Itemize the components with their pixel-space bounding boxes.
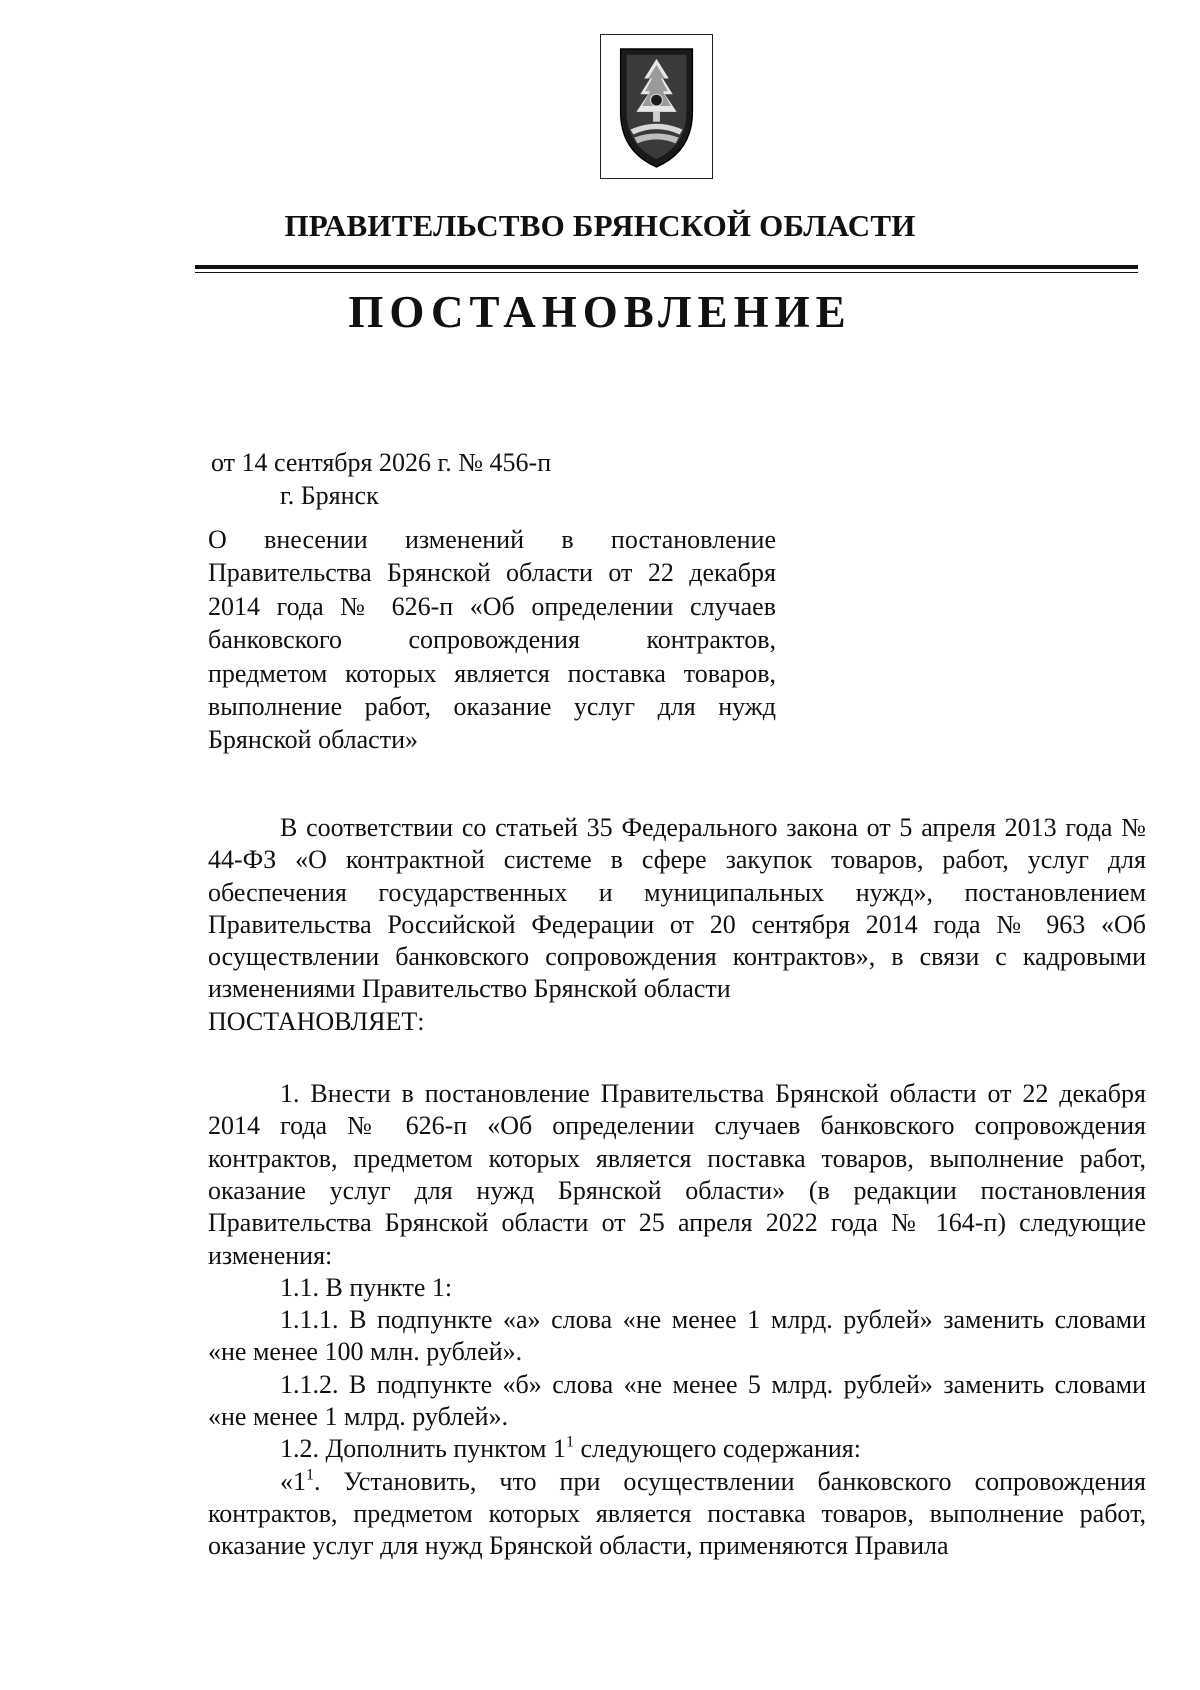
document-type-title: ПОСТАНОВЛЕНИЕ [348,287,852,337]
paragraph-1-2-tail: следующего содержания: [573,1434,861,1464]
resolves-heading: ПОСТАНОВЛЯЕТ: [208,1006,425,1036]
header-rule-thin [195,272,1138,273]
quoted-paragraph-superscript: 1 [306,1466,314,1484]
document-subject: О внесении изменений в постановление Правительства Брянской области от 22 декабря 2014 года № 626-п «Об определении случаев банковского сопровождения контрактов, предметом которых является поставка товаров, выполнение работ, оказание услуг для нужд Брянской области» [208,525,776,755]
paragraph-1-1: 1.1. В пункте 1: [280,1272,453,1302]
paragraph-1-1-1: 1.1.1. В подпункте «а» слова «не менее 1 млрд. рублей» заменить словами «не менее 100 млн. рублей». [208,1305,1146,1367]
paragraph-1-2-superscript: 1 [565,1433,574,1451]
document-date-number: от 14 сентября 2026 г. № 456-п [211,448,552,477]
paragraph-1-2-text: 1.2. Дополнить пунктом 1 [280,1434,566,1464]
preamble-paragraph: В соответствии со статьей 35 Федерального закона от 5 апреля 2013 года № 44-ФЗ «О контрактной системе в сфере закупок товаров, работ, услуг для обеспечения государственных и муниципальных нужд», постановлением Правительства Российской Федерации от 20 сентября 2014 года № 963 «Об осуществлении банковского сопровождения контрактов», в связи с кадровыми изменениями Правительство Брянской области [208,813,1146,1004]
document-city: г. Брянск [280,481,379,510]
quoted-paragraph [208,1466,1146,1563]
paragraph-1: 1. Внести в постановление Правительства Брянской области от 22 декабря 2014 года № 626-п «Об определении случаев банковского сопровождения контрактов, предметом которых является поставка товаров, выполнение работ, оказание услуг для нужд Брянской области» (в редакции постановления Правительства Брянской области от 25 апреля 2022 года № 164-п) следующие изменения: [208,1079,1146,1270]
quoted-paragraph-text: . Установить, что при осуществлении банковского сопровождения контрактов, предметом которых является поставка товаров, выполнение работ, оказание услуг для нужд Брянской области, применяются Правила [208,1466,1146,1561]
paragraph-1-2 [208,1433,1146,1465]
organization-title: ПРАВИТЕЛЬСТВО БРЯНСКОЙ ОБЛАСТИ [284,208,916,243]
bryansk-coat-of-arms-icon [600,34,713,179]
quoted-paragraph-open: «1 [280,1466,306,1496]
paragraph-1-1-2: 1.1.2. В подпункте «б» слова «не менее 5 млрд. рублей» заменить словами «не менее 1 млрд. рублей». [208,1369,1146,1432]
header-rule-thick [195,265,1138,269]
document-body [208,812,1146,1563]
